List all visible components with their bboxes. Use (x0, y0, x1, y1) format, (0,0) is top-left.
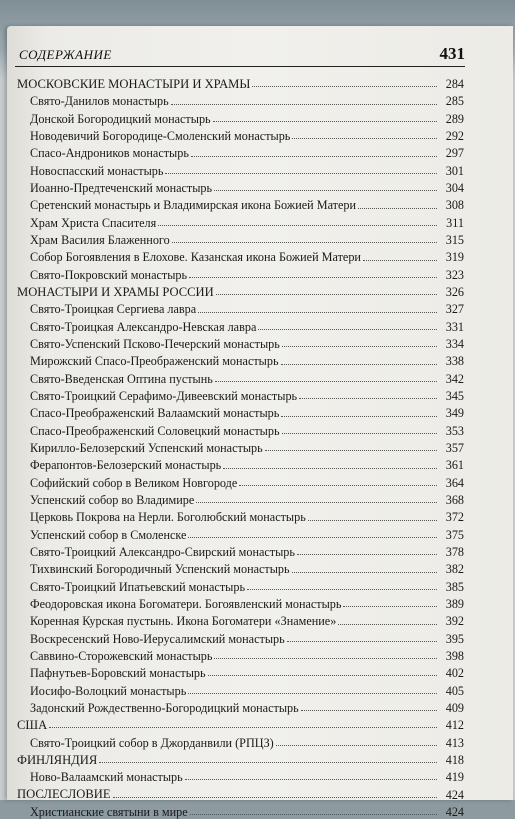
dot-leader (281, 364, 437, 365)
toc-entry-title: Собор Богоявления в Елохове. Казанская икона Божией Матери (30, 250, 361, 265)
toc-entry-page: 385 (445, 579, 464, 594)
toc-entry (17, 317, 464, 334)
toc-entry (17, 369, 464, 386)
table-of-contents (17, 74, 464, 819)
dot-leader (198, 312, 437, 313)
toc-entry-page: 398 (445, 648, 464, 663)
dot-leader (265, 450, 437, 451)
toc-entry-page: 372 (445, 510, 464, 525)
dot-leader (223, 468, 437, 469)
toc-entry-title: Свято-Троицкая Сергиева лавра (30, 302, 197, 317)
dot-leader (214, 190, 437, 191)
toc-entry (17, 473, 464, 490)
toc-entry-title: Спасо-Андроников монастырь (30, 146, 189, 161)
toc-entry-title: Иоанно-Предтеченский монастырь (30, 181, 213, 196)
toc-entry (17, 455, 464, 472)
toc-entry-title: Свято-Троицкий Ипатьевский монастырь (30, 579, 245, 594)
toc-entry-title: Сретенский монастырь и Владимирская икона Божией Матери (30, 198, 357, 213)
toc-entry-title: Свято-Троицкий собор в Джорданвили (РПЦЗ) (30, 735, 274, 750)
toc-entry-page: 289 (445, 111, 464, 126)
toc-entry (17, 247, 464, 264)
dot-leader (189, 277, 437, 278)
dot-leader (338, 624, 437, 625)
toc-entry-page: 389 (445, 596, 464, 611)
toc-entry-page: 292 (445, 129, 464, 144)
toc-entry (17, 802, 464, 819)
toc-entry (17, 403, 464, 420)
toc-entry-title: Успенский собор во Владимире (30, 493, 195, 507)
toc-entry-title: Свято-Покровский монастырь (30, 267, 188, 282)
toc-entry-title: ФИНЛЯНДИЯ (17, 752, 98, 767)
toc-entry (17, 525, 464, 542)
toc-entry (17, 698, 464, 715)
toc-entry-title: Церковь Покрова на Нерли. Боголюбский монастырь (30, 510, 306, 525)
toc-entry-page: 284 (445, 77, 464, 92)
toc-entry-title: Донской Богородицкий монастырь (30, 111, 211, 126)
toc-entry-title: Успенский собор в Смоленске (30, 527, 187, 542)
toc-entry (17, 629, 464, 646)
toc-entry-page: 412 (445, 718, 464, 733)
dot-leader (172, 242, 437, 243)
toc-entry-page: 331 (445, 319, 464, 334)
toc-entry-title: Новоспасский монастырь (30, 163, 164, 178)
toc-entry-title: Христианские святыни в мире (30, 804, 188, 819)
toc-entry-title: Кирилло-Белозерский Успенский монастырь (30, 441, 263, 456)
toc-entry-title: Храм Василия Блаженного (30, 233, 170, 248)
toc-entry-page: 327 (445, 302, 464, 317)
toc-entry-page: 375 (445, 527, 464, 542)
toc-entry (17, 507, 464, 524)
dot-leader (190, 814, 437, 815)
toc-entry-page: 345 (445, 389, 464, 404)
toc-entry-page: 361 (445, 458, 464, 473)
page-number: 431 (439, 44, 465, 63)
toc-entry (17, 213, 464, 230)
toc-entry-title: МОНАСТЫРИ И ХРАМЫ РОССИИ (17, 284, 214, 299)
toc-entry-page: 349 (445, 406, 464, 421)
toc-heading (17, 750, 464, 767)
dot-leader (165, 173, 437, 174)
dot-leader (292, 138, 437, 139)
dot-leader (214, 658, 437, 659)
toc-entry (17, 126, 464, 143)
dot-leader (158, 225, 437, 226)
toc-entry (17, 230, 464, 247)
toc-entry (17, 334, 464, 351)
toc-entry (17, 195, 464, 212)
dot-leader (282, 346, 437, 347)
toc-entry-page: 297 (445, 146, 464, 161)
toc-entry-title: США (17, 717, 48, 732)
toc-entry (17, 577, 464, 594)
toc-entry-title: Пафнутьев-Боровский монастырь (30, 666, 206, 681)
toc-entry-title: Софийский собор в Великом Новгороде (30, 475, 238, 490)
toc-entry (17, 611, 464, 628)
dot-leader (299, 398, 437, 399)
toc-entry-page: 301 (445, 163, 464, 178)
toc-entry-title: Храм Христа Спасителя (30, 215, 157, 230)
toc-entry-page: 424 (445, 787, 464, 802)
dot-leader (358, 208, 437, 209)
toc-entry-title: Новодевичий Богородице-Смоленский монастырь (30, 129, 291, 144)
toc-entry-title: Коренная Курская пустынь. Икона Богоматери «Знамение» (30, 614, 337, 629)
toc-entry-page: 323 (445, 267, 464, 282)
toc-entry-page: 304 (445, 181, 464, 196)
dot-leader (363, 260, 437, 261)
dot-leader (216, 294, 437, 295)
dot-leader (185, 779, 437, 780)
toc-entry (17, 299, 464, 316)
toc-entry (17, 559, 464, 576)
toc-entry-page: 326 (445, 285, 464, 300)
toc-entry-title: Мирожский Спасо-Преображенский монастырь (30, 354, 279, 369)
toc-entry-page: 368 (445, 493, 464, 507)
toc-entry-page: 392 (445, 614, 464, 629)
toc-entry-page: 402 (445, 666, 464, 681)
toc-entry-page: 382 (445, 562, 464, 577)
toc-entry (17, 178, 464, 195)
toc-entry-title: Свято-Троицкий Серафимо-Дивеевский монастырь (30, 389, 298, 404)
dot-leader (49, 727, 437, 728)
toc-entry-title: Воскресенский Ново-Иерусалимский монастырь (30, 631, 285, 646)
toc-heading (17, 784, 464, 801)
toc-entry-page: 315 (445, 233, 464, 248)
dot-leader (188, 693, 437, 694)
dot-leader (252, 86, 437, 87)
dot-leader (188, 537, 437, 538)
toc-entry (17, 91, 464, 108)
toc-entry-title: ПОСЛЕСЛОВИЕ (17, 787, 111, 802)
dot-leader (208, 675, 437, 676)
toc-entry-page: 419 (445, 770, 464, 785)
dot-leader (99, 762, 437, 763)
running-header (15, 44, 465, 67)
dot-leader (239, 485, 437, 486)
toc-entry (17, 663, 464, 680)
toc-entry-title: МОСКОВСКИЕ МОНАСТЫРИ И ХРАМЫ (17, 76, 251, 91)
dot-leader (113, 797, 437, 798)
toc-entry-page: 364 (445, 475, 464, 490)
toc-entry (17, 767, 464, 784)
toc-entry (17, 265, 464, 282)
toc-entry-title: Свято-Троицкий Александро-Свирский монастырь (30, 544, 295, 559)
toc-entry-page: 308 (445, 198, 464, 213)
toc-entry (17, 542, 464, 559)
toc-heading (17, 282, 464, 299)
toc-heading (17, 74, 464, 91)
toc-heading (17, 715, 464, 732)
toc-entry-title: Иосифо-Волоцкий монастырь (30, 683, 187, 698)
toc-entry (17, 646, 464, 663)
toc-entry (17, 732, 464, 749)
toc-entry-page: 353 (445, 423, 464, 438)
dot-leader (282, 433, 437, 434)
toc-entry-page: 285 (445, 94, 464, 109)
dot-leader (308, 520, 437, 521)
toc-entry-page: 311 (446, 215, 464, 230)
dot-leader (213, 121, 437, 122)
toc-entry-page: 424 (445, 804, 464, 819)
toc-entry-title: Феодоровская икона Богоматери. Богоявленский монастырь (30, 596, 342, 611)
dot-leader (343, 606, 437, 607)
toc-entry-title: Саввино-Сторожевский монастырь (30, 648, 213, 663)
toc-entry-title: Свято-Троицкая Александро-Невская лавра (30, 319, 257, 334)
section-title: СОДЕРЖАНИЕ (19, 47, 112, 62)
dot-leader (247, 589, 437, 590)
toc-entry-title: Спасо-Преображенский Соловецкий монастырь (30, 423, 280, 438)
toc-entry-title: Свято-Данилов монастырь (30, 94, 169, 109)
toc-entry (17, 421, 464, 438)
toc-entry-title: Задонский Рождественно-Богородицкий монастырь (30, 700, 299, 715)
toc-entry-page: 413 (445, 735, 464, 750)
toc-entry (17, 680, 464, 697)
toc-entry-page: 319 (445, 250, 464, 265)
toc-entry (17, 386, 464, 403)
dot-leader (287, 641, 437, 642)
toc-entry-page: 378 (445, 544, 464, 559)
dot-leader (281, 416, 437, 417)
dot-leader (215, 381, 437, 382)
toc-entry-title: Спасо-Преображенский Валаамский монастырь (30, 406, 280, 421)
toc-entry-page: 395 (445, 631, 464, 646)
dot-leader (276, 745, 437, 746)
toc-entry-page: 357 (445, 441, 464, 456)
toc-entry-page: 338 (445, 354, 464, 369)
dot-leader (292, 572, 437, 573)
toc-entry-page: 405 (445, 683, 464, 698)
toc-entry-title: Ферапонтов-Белозерский монастырь (30, 458, 222, 473)
toc-entry-title: Ново-Валаамский монастырь (30, 770, 183, 785)
toc-entry (17, 594, 464, 611)
dot-leader (171, 104, 437, 105)
toc-entry (17, 109, 464, 126)
toc-entry-page: 418 (445, 752, 464, 767)
toc-entry (17, 490, 464, 507)
dot-leader (191, 156, 437, 157)
dot-leader (301, 710, 437, 711)
dot-leader (196, 502, 437, 503)
toc-entry (17, 438, 464, 455)
toc-entry-page: 334 (445, 337, 464, 352)
toc-entry (17, 161, 464, 178)
toc-entry-page: 342 (445, 371, 464, 386)
toc-entry (17, 351, 464, 368)
toc-entry-title: Свято-Введенская Оптина пустынь (30, 371, 213, 386)
toc-entry (17, 143, 464, 160)
toc-entry-page: 409 (445, 700, 464, 715)
dot-leader (297, 554, 437, 555)
toc-entry-title: Свято-Успенский Псково-Печерский монастырь (30, 337, 280, 352)
dot-leader (258, 329, 437, 330)
toc-entry-title: Тихвинский Богородичный Успенский монастырь (30, 562, 290, 577)
